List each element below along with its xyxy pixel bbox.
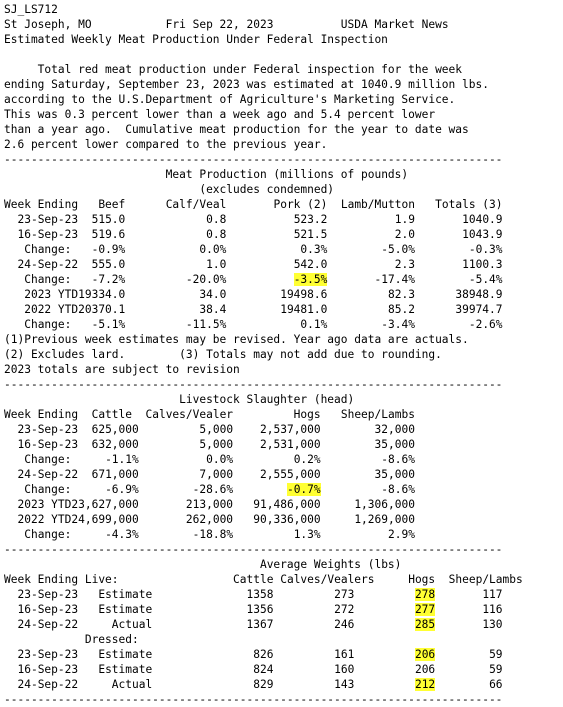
weights-title — [4, 557, 401, 572]
table-cell: 523.2 — [293, 213, 328, 226]
section-subtitle: (excludes condemned) — [199, 183, 335, 196]
table-cell: 39974.7 — [455, 303, 503, 316]
table-cell: 824 — [253, 663, 274, 676]
row-label: 16-Sep-23 — [17, 663, 79, 676]
table-cell: 19334.0 — [78, 288, 126, 301]
table-cell: 130 — [482, 618, 503, 631]
row-label: 2022 YTD — [24, 303, 79, 316]
table-cell: 38.4 — [199, 303, 227, 316]
table-row — [4, 512, 415, 527]
table-cell: 1,269,000 — [354, 513, 415, 526]
table-cell: 1.9 — [394, 213, 415, 226]
table-cell: 519.6 — [91, 228, 126, 241]
table-cell: 19481.0 — [280, 303, 328, 316]
table-cell: 82.3 — [387, 288, 415, 301]
table-cell: -5.4% — [468, 273, 503, 286]
table-row — [4, 257, 503, 272]
intro-text: ending Saturday, September 23, 2023 was estimated at 1040.9 million lbs. — [4, 78, 489, 91]
row-label: 16-Sep-23 — [17, 603, 79, 616]
row-label: 16-Sep-23 — [17, 438, 79, 451]
col-header: Pork (2) — [273, 198, 328, 211]
dressed-label — [4, 632, 139, 647]
table-cell: 2,537,000 — [260, 423, 321, 436]
table-cell: 23,627,000 — [71, 498, 139, 511]
col-header: Week Ending — [4, 408, 79, 421]
report-title: Estimated Weekly Meat Production Under Federal Inspection — [4, 33, 388, 46]
table-cell: 2,555,000 — [260, 468, 321, 481]
table-cell: 1040.9 — [462, 213, 503, 226]
row-label: 2023 YTD — [17, 498, 72, 511]
row-label: 23-Sep-23 — [17, 588, 79, 601]
row-type: Estimate — [98, 648, 153, 661]
table-cell: -5.0% — [381, 243, 415, 256]
intro-line — [4, 122, 469, 137]
table-cell: 0.0% — [199, 243, 227, 256]
table-cell: 85.2 — [387, 303, 415, 316]
production-subtitle — [4, 182, 334, 197]
row-label: 24-Sep-22 — [17, 618, 79, 631]
section-title: Average Weights (lbs) — [259, 558, 402, 571]
row-label: 16-Sep-23 — [17, 228, 79, 241]
col-header: Calf/Veal — [165, 198, 227, 211]
row-label: 23-Sep-23 — [17, 213, 79, 226]
table-cell: 1.0 — [206, 258, 227, 271]
table-cell: 671,000 — [91, 468, 139, 481]
divider — [4, 692, 502, 707]
table-cell: 59 — [489, 648, 503, 661]
footnote — [4, 332, 469, 347]
report-id: SJ_LS712 — [4, 3, 58, 16]
table-row — [4, 242, 503, 257]
row-type: Estimate — [98, 588, 153, 601]
intro-line — [4, 137, 327, 152]
table-cell: 542.0 — [293, 258, 328, 271]
footnote: (1)Previous week estimates may be revised. Year ago data are actuals. — [4, 333, 469, 346]
table-cell: -4.3% — [105, 528, 139, 541]
row-label: 24-Sep-22 — [17, 678, 79, 691]
table-row — [4, 422, 415, 437]
table-cell: 38948.9 — [455, 288, 503, 301]
table-cell: 5,000 — [199, 438, 234, 451]
intro-line — [4, 62, 462, 77]
table-cell: -0.9% — [91, 243, 126, 256]
divider — [4, 542, 502, 557]
table-row — [4, 497, 415, 512]
table-cell: 262,000 — [185, 513, 234, 526]
row-label: 24-Sep-22 — [17, 258, 79, 271]
location: St Joseph, MO — [4, 18, 92, 31]
slaughter-header — [4, 407, 415, 422]
table-cell: -5.1% — [91, 318, 126, 331]
col-header: Beef — [98, 198, 126, 211]
table-cell: 1.3% — [293, 528, 321, 541]
row-type: Estimate — [98, 603, 153, 616]
row-label: Change: — [24, 318, 72, 331]
table-cell: 0.2% — [293, 453, 321, 466]
section-title: Meat Production (millions of pounds) — [165, 168, 409, 181]
col-header: Hogs — [293, 408, 321, 421]
dressed-label: Dressed: — [84, 633, 139, 646]
table-row — [4, 602, 503, 617]
agency: USDA Market News — [340, 18, 449, 31]
table-cell: -17.4% — [374, 273, 415, 286]
table-cell: 246 — [334, 618, 355, 631]
table-cell: -6.9% — [105, 483, 139, 496]
table-cell: 34.0 — [199, 288, 227, 301]
row-label: 2022 YTD — [17, 513, 72, 526]
table-row — [4, 467, 415, 482]
table-cell: 24,699,000 — [71, 513, 139, 526]
table-cell: 66 — [489, 678, 503, 691]
intro-text: Total red meat production under Federal inspection for the week — [4, 63, 463, 76]
table-row — [4, 617, 503, 632]
table-cell: 7,000 — [199, 468, 234, 481]
table-row — [4, 452, 415, 467]
col-header: Calves/Vealer — [145, 408, 234, 421]
table-cell: 35,000 — [374, 438, 415, 451]
col-header: Totals (3) — [435, 198, 503, 211]
table-cell: 59 — [489, 663, 503, 676]
col-header: Calves/Vealers — [280, 573, 375, 586]
col-header: Live: — [84, 573, 119, 586]
table-row — [4, 272, 503, 287]
table-row — [4, 482, 415, 497]
table-cell: -3.4% — [381, 318, 415, 331]
header-line — [4, 17, 449, 32]
table-cell: -2.6% — [468, 318, 503, 331]
footnote — [4, 362, 240, 377]
table-row — [4, 287, 503, 302]
row-label: 24-Sep-22 — [17, 468, 79, 481]
table-cell: 829 — [253, 678, 274, 691]
table-cell: 20370.1 — [78, 303, 126, 316]
table-cell: 2.3 — [394, 258, 415, 271]
divider — [4, 377, 502, 392]
table-cell: 2.9% — [388, 528, 415, 541]
table-row — [4, 677, 503, 692]
divider: -------------------------------------------------------------------------- — [4, 378, 503, 391]
table-cell: -11.5% — [185, 318, 227, 331]
table-row — [4, 302, 503, 317]
col-header: Sheep/Lambs — [448, 573, 523, 586]
intro-text: than a year ago. Cumulative meat production for the year to date was — [4, 123, 469, 136]
slaughter-title — [4, 392, 354, 407]
table-cell: 278 — [414, 588, 436, 601]
table-cell: -8.6% — [381, 483, 415, 496]
table-cell: 206 — [414, 648, 436, 661]
table-cell: 19498.6 — [280, 288, 328, 301]
table-row — [4, 527, 415, 542]
production-header — [4, 197, 503, 212]
report-id — [4, 2, 58, 17]
footnote: (2) Excludes lard. (3) Totals may not add due to rounding. — [4, 348, 442, 361]
table-cell: 1367 — [246, 618, 274, 631]
table-cell: -1.1% — [105, 453, 139, 466]
table-cell: -0.7% — [286, 483, 321, 496]
col-header: Week Ending — [4, 198, 79, 211]
table-cell: 277 — [414, 603, 436, 616]
table-cell: 0.3% — [300, 243, 328, 256]
report-date: Fri Sep 22, 2023 — [165, 18, 274, 31]
table-cell: 212 — [414, 678, 436, 691]
weights-header — [4, 572, 523, 587]
table-cell: -0.3% — [468, 243, 503, 256]
table-row — [4, 212, 503, 227]
table-cell: 2.0 — [394, 228, 415, 241]
row-label: Change: — [24, 273, 72, 286]
table-cell: 273 — [334, 588, 355, 601]
col-header: Cattle — [91, 408, 132, 421]
col-header: Hogs — [408, 573, 436, 586]
table-cell: 0.0% — [206, 453, 234, 466]
table-row — [4, 662, 503, 677]
row-label: Change: — [24, 243, 72, 256]
table-cell: 1,306,000 — [354, 498, 415, 511]
row-type: Actual — [111, 678, 153, 691]
table-row — [4, 647, 503, 662]
table-cell: 1358 — [246, 588, 274, 601]
table-cell: 206 — [414, 663, 436, 676]
table-cell: 143 — [334, 678, 355, 691]
section-title: Livestock Slaughter (head) — [179, 393, 355, 406]
table-cell: -28.6% — [192, 483, 234, 496]
table-cell: 285 — [414, 618, 436, 631]
table-cell: 0.8 — [206, 213, 227, 226]
table-row — [4, 227, 503, 242]
row-type: Estimate — [98, 663, 153, 676]
intro-line — [4, 107, 435, 122]
table-cell: 90,336,000 — [253, 513, 321, 526]
divider: -------------------------------------------------------------------------- — [4, 153, 503, 166]
table-cell: 1356 — [246, 603, 274, 616]
footnote: 2023 totals are subject to revision — [4, 363, 240, 376]
divider — [4, 152, 502, 167]
table-cell: 160 — [334, 663, 355, 676]
table-cell: 0.8 — [206, 228, 227, 241]
table-cell: 116 — [482, 603, 503, 616]
row-label: 2023 YTD — [24, 288, 79, 301]
footnote — [4, 347, 442, 362]
table-cell: 2,531,000 — [260, 438, 321, 451]
col-header: Sheep/Lambs — [340, 408, 415, 421]
intro-line — [4, 77, 489, 92]
table-cell: 555.0 — [91, 258, 126, 271]
report-title — [4, 32, 388, 47]
col-header: Lamb/Mutton — [340, 198, 415, 211]
row-label: Change: — [24, 483, 72, 496]
table-row — [4, 587, 503, 602]
row-label: Change: — [24, 453, 72, 466]
table-cell: -3.5% — [293, 273, 328, 286]
table-cell: 0.1% — [300, 318, 328, 331]
table-cell: 521.5 — [293, 228, 328, 241]
table-cell: 1043.9 — [462, 228, 503, 241]
table-cell: 117 — [482, 588, 503, 601]
intro-text: 2.6 percent lower compared to the previous year. — [4, 138, 328, 151]
table-cell: 161 — [334, 648, 355, 661]
table-row — [4, 317, 503, 332]
table-cell: 213,000 — [185, 498, 234, 511]
row-label: 23-Sep-23 — [17, 648, 79, 661]
table-cell: -20.0% — [185, 273, 227, 286]
table-cell: 32,000 — [374, 423, 415, 436]
col-header: Cattle — [233, 573, 274, 586]
divider: -------------------------------------------------------------------------- — [4, 693, 503, 706]
col-header: Week Ending — [4, 573, 79, 586]
table-cell: 91,486,000 — [253, 498, 321, 511]
table-cell: 35,000 — [374, 468, 415, 481]
production-title — [4, 167, 408, 182]
table-cell: 826 — [253, 648, 274, 661]
table-cell: 625,000 — [91, 423, 139, 436]
row-type: Actual — [111, 618, 153, 631]
table-cell: 1100.3 — [462, 258, 503, 271]
intro-text: according to the U.S.Department of Agriculture's Marketing Service. — [4, 93, 456, 106]
table-cell: -7.2% — [91, 273, 126, 286]
row-label: 23-Sep-23 — [17, 423, 79, 436]
table-cell: 632,000 — [91, 438, 139, 451]
intro-text: This was 0.3 percent lower than a week ago and 5.4 percent lower — [4, 108, 436, 121]
table-row — [4, 437, 415, 452]
table-cell: 272 — [334, 603, 355, 616]
row-label: Change: — [24, 528, 72, 541]
table-cell: 5,000 — [199, 423, 234, 436]
table-cell: -8.6% — [381, 453, 415, 466]
table-cell: 515.0 — [91, 213, 126, 226]
divider: -------------------------------------------------------------------------- — [4, 543, 503, 556]
table-cell: -18.8% — [192, 528, 234, 541]
intro-line — [4, 92, 455, 107]
